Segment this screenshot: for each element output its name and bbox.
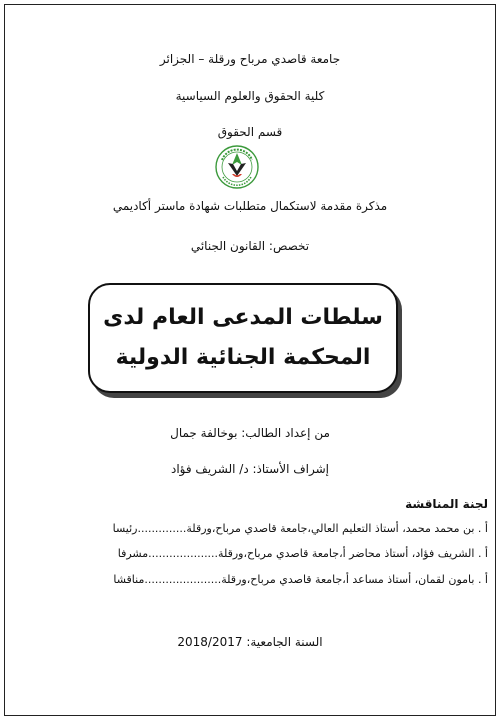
university-seal-icon: [214, 144, 260, 190]
supervisor-name: إشراف الأستاذ: د/ الشريف فؤاد: [170, 462, 329, 476]
thesis-title-line-2: المحكمة الجنائية الدولية: [115, 345, 371, 370]
committee-member-examiner: أ . بامون لقمان، أستاذ مساعد أ،جامعة قاصدي مرباح،ورقلة......................مناقشا: [113, 573, 488, 586]
specialty: تخصص: القانون الجنائي: [190, 239, 310, 253]
committee-heading: لجنة المناقشة: [405, 497, 488, 511]
thesis-title-line-1: سلطات المدعى العام لدى: [103, 305, 383, 330]
academic-year: السنة الجامعية: 2018/2017: [177, 635, 323, 649]
faculty-name: كلية الحقوق والعلوم السياسية: [175, 89, 325, 103]
university-name: جامعة قاصدي مرباح ورقلة – الجزائر: [159, 52, 341, 66]
student-name: من إعداد الطالب: بوخالفة جمال: [170, 426, 330, 440]
memo-description: مذكرة مقدمة لاستكمال متطلبات شهادة ماستر أكاديمي: [112, 199, 388, 213]
department-name: قسم الحقوق: [217, 125, 283, 139]
thesis-title-box: [88, 283, 398, 393]
committee-member-president: أ . بن محمد محمد، أستاذ التعليم العالي،جامعة قاصدي مرباح،ورقلة..............رئيسا: [112, 522, 488, 535]
committee-member-supervisor: أ . الشريف فؤاد، أستاذ محاضر أ،جامعة قاصدي مرباح،ورقلة....................مشرفا: [117, 547, 488, 560]
